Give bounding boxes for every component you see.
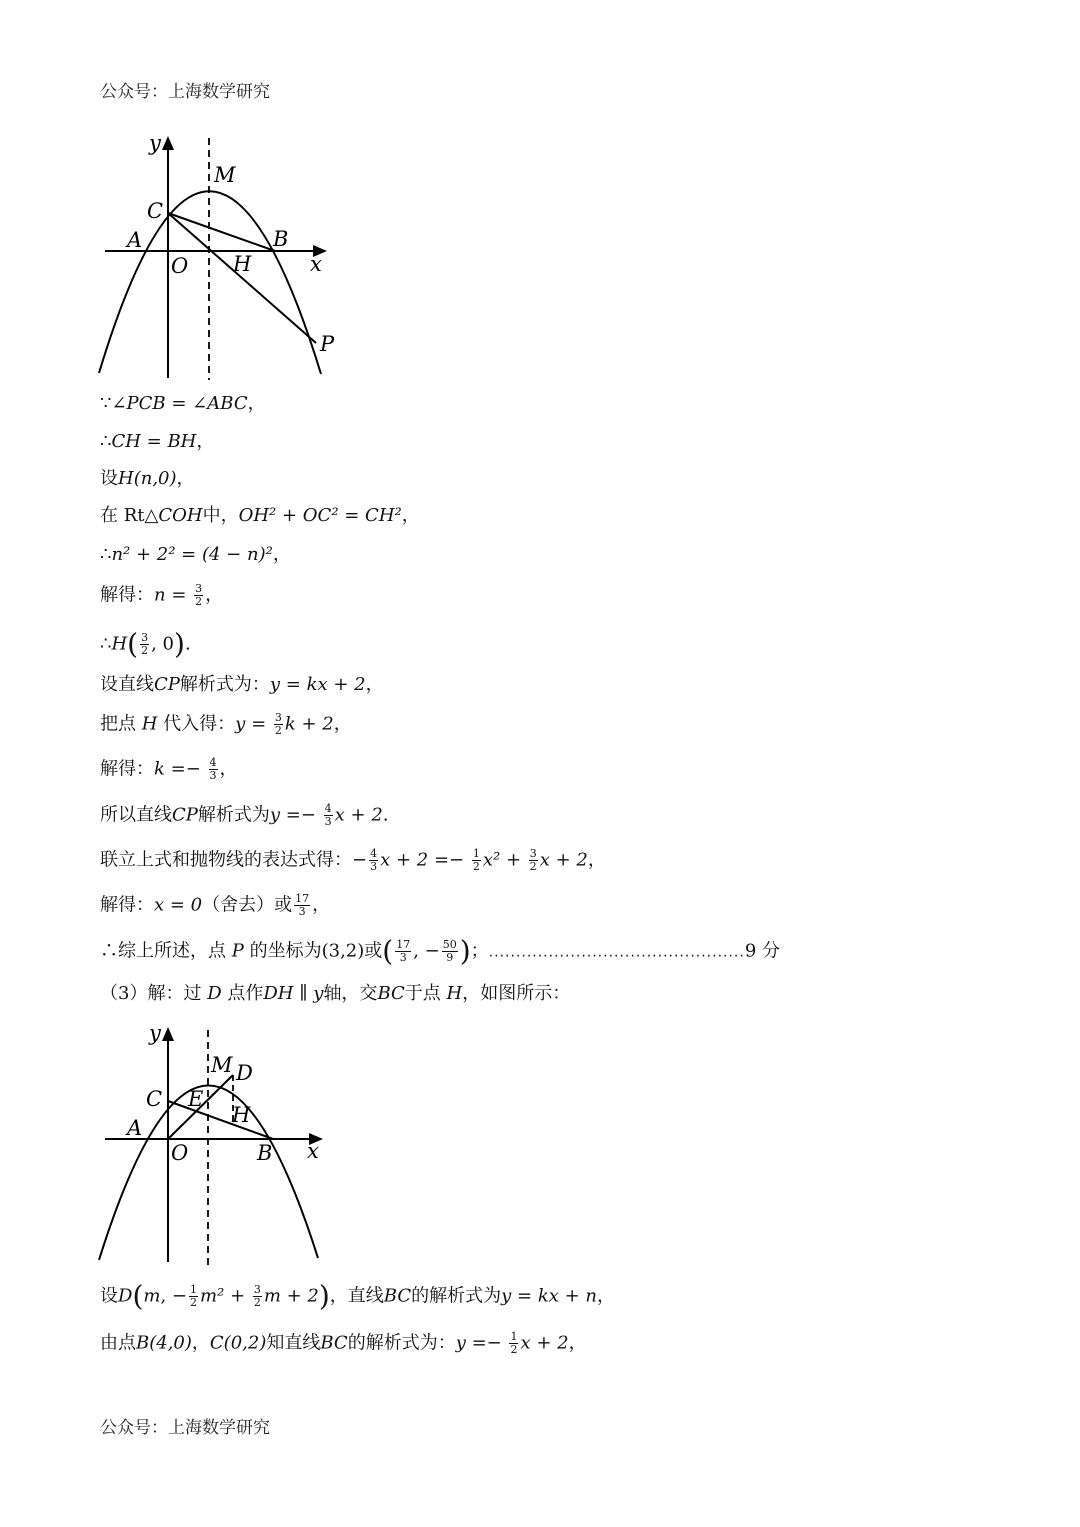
line-right-triangle: 在 Rt△COH中，OH² + OC² = CH²， bbox=[100, 505, 420, 526]
line-set-cp: 设直线CP解析式为：y = kx + 2， bbox=[100, 674, 384, 695]
label-h: H bbox=[233, 252, 252, 276]
line-h-coord: ∴H( $\frac{3}{2}$ , 0). bbox=[100, 627, 191, 661]
fraction: $\frac{3}{2}$ bbox=[274, 711, 282, 737]
fraction: $\frac{3}{2}$ bbox=[529, 847, 537, 873]
label-x: x bbox=[307, 1139, 319, 1163]
fraction: $\frac{50}{9}$ bbox=[442, 938, 457, 964]
line-angle: ∵∠PCB = ∠ABC， bbox=[100, 393, 266, 414]
line-cp-expression: 所以直线CP解析式为y =− $\frac{4}{3}$ x + 2. bbox=[100, 802, 389, 828]
fraction: $\frac{4}{3}$ bbox=[324, 802, 332, 828]
line-solve-n: 解得：n = $\frac{3}{2}$ ， bbox=[100, 582, 224, 608]
figure-parabola-dh bbox=[95, 1020, 335, 1265]
line-part3-intro: （3）解：过 D 点作DH ∥ y轴，交BC于点 H，如图所示： bbox=[100, 983, 571, 1004]
parabola bbox=[99, 191, 321, 374]
label-p: P bbox=[320, 332, 335, 356]
figure-parabola-cp bbox=[95, 128, 365, 383]
line-conclusion: ∴综上所述，点 P 的坐标为(3,2)或( $\frac{17}{3}$ , − $\frac{50}{9}$ )；...............................................9 分 bbox=[100, 934, 781, 968]
parabola bbox=[99, 1085, 318, 1260]
fraction: $\frac{1}{2}$ bbox=[472, 847, 480, 873]
line-set-d: 设D(m, − $\frac{1}{2}$ m² + $\frac{3}{2}$ m + 2)，直线BC的解析式为y = kx + n， bbox=[100, 1279, 616, 1313]
fraction: $\frac{4}{3}$ bbox=[209, 756, 217, 782]
label-a: A bbox=[127, 228, 143, 252]
label-o: O bbox=[171, 1141, 189, 1165]
line-ch-bh: ∴CH = BH， bbox=[100, 431, 215, 452]
fraction: $\frac{1}{2}$ bbox=[189, 1283, 197, 1309]
figure1-svg bbox=[95, 128, 365, 383]
label-d: D bbox=[236, 1061, 253, 1085]
fraction: $\frac{3}{2}$ bbox=[141, 631, 149, 657]
fraction: $\frac{1}{2}$ bbox=[510, 1330, 518, 1356]
label-b: B bbox=[257, 1141, 273, 1165]
line-combine: 联立上式和抛物线的表达式得：− $\frac{4}{3}$ x + 2 =− $\frac{1}{2}$ x² + $\frac{3}{2}$ x + 2， bbox=[100, 847, 606, 873]
label-y: y bbox=[149, 1021, 161, 1045]
line-set-h: 设H(n,0)， bbox=[100, 468, 195, 489]
label-m: M bbox=[214, 163, 236, 187]
segment-cp bbox=[168, 213, 316, 343]
label-c: C bbox=[146, 1087, 163, 1111]
label-o: O bbox=[171, 254, 189, 278]
label-a: A bbox=[127, 1116, 143, 1140]
label-b: B bbox=[273, 227, 289, 251]
label-c: C bbox=[147, 199, 164, 223]
line-substitute-h: 把点 H 代入得：y = $\frac{3}{2}$ k + 2， bbox=[100, 711, 352, 737]
figure2-svg bbox=[95, 1020, 335, 1265]
y-axis-arrow bbox=[162, 136, 174, 150]
line-equation-n: ∴n² + 2² = (4 − n)²， bbox=[100, 544, 291, 565]
fraction: $\frac{4}{3}$ bbox=[370, 847, 378, 873]
page-header: 公众号：上海数学研究 bbox=[100, 82, 270, 102]
fraction: $\frac{17}{3}$ bbox=[295, 892, 310, 918]
label-e: E bbox=[188, 1087, 204, 1111]
segment-cb bbox=[168, 213, 275, 251]
fraction: $\frac{17}{3}$ bbox=[396, 938, 411, 964]
line-solve-x: 解得：x = 0（舍去）或 $\frac{17}{3}$ ， bbox=[100, 892, 331, 918]
label-m: M bbox=[211, 1053, 233, 1077]
label-y: y bbox=[149, 131, 161, 155]
y-axis-arrow bbox=[162, 1027, 174, 1041]
line-solve-k: 解得：k =− $\frac{4}{3}$ ， bbox=[100, 756, 238, 782]
fraction: $\frac{3}{2}$ bbox=[195, 582, 203, 608]
label-h: H bbox=[232, 1103, 251, 1127]
fraction: $\frac{3}{2}$ bbox=[253, 1283, 261, 1309]
page-footer: 公众号：上海数学研究 bbox=[100, 1418, 270, 1438]
label-x: x bbox=[310, 252, 322, 276]
line-bc-expression: 由点B(4,0)，C(0,2)知直线BC的解析式为：y =− $\frac{1}{2}$ x + 2， bbox=[100, 1330, 587, 1356]
